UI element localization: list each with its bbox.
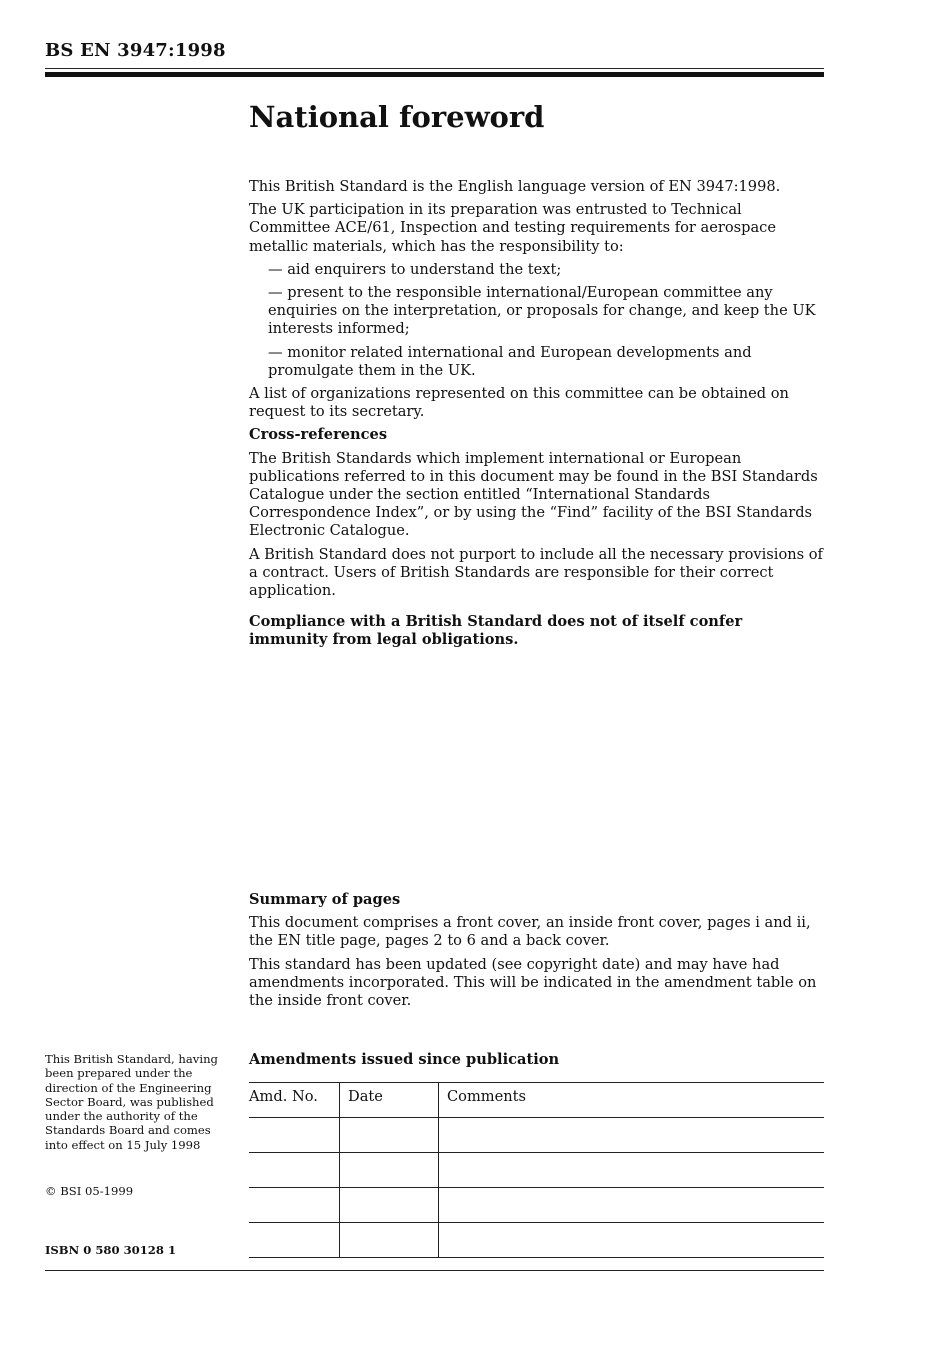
table-header-row: [249, 1083, 824, 1118]
copyright-notice: © BSI 05-1999: [45, 1184, 134, 1198]
isbn: ISBN 0 580 30128 1: [45, 1243, 177, 1257]
publication-note-text: This British Standard, having been prepared under the direction of the Engineering Sector Board, was published under the authority of the Standards Board and comes into effect on 15 July 1998: [45, 1052, 218, 1152]
table-cell: [249, 1118, 340, 1153]
table-cell: [439, 1223, 825, 1258]
list-item: — aid enquirers to understand the text;: [268, 260, 562, 278]
table-row: [249, 1223, 824, 1258]
table-cell: [249, 1153, 340, 1188]
footer-rule: [45, 1270, 824, 1271]
table-cell: [249, 1223, 340, 1258]
header-rule-thick: [45, 72, 824, 77]
summary-of-pages: [249, 891, 825, 1015]
paragraph-crossref: The British Standards which implement international or European publications referred to in this document may be found in the BSI Standards Catalogue under the section entitled “International Standards Correspondence Index”, or by using the “Find” facility of the BSI Standards Electronic Catalogue.: [249, 449, 818, 540]
list-item: — monitor related international and European developments and promulgate them in the UK.: [268, 343, 752, 379]
crossref-heading: Cross-references: [249, 426, 388, 444]
amendments-title: Amendments issued since publication: [249, 1051, 560, 1068]
column-header-date: Date: [340, 1083, 439, 1118]
list-item: — present to the responsible international/European committee any enquiries on the interpretation, or proposals for change, and keep the UK interests informed;: [268, 284, 816, 338]
summary-paragraph-contents: This document comprises a front cover, an inside front cover, pages i and ii, the EN title page, pages 2 to 6 and a back cover.: [249, 914, 811, 950]
compliance-statement: Compliance with a British Standard does not of itself confer immunity from legal obligations.: [249, 613, 743, 649]
summary-heading: Summary of pages: [249, 891, 401, 908]
table-cell: [340, 1223, 439, 1258]
table-row: [249, 1188, 824, 1223]
table-cell: [439, 1188, 825, 1223]
paragraph-provisions: A British Standard does not purport to include all the necessary provisions of a contract. Users of British Standards are responsible for their correct application.: [249, 545, 823, 600]
page-title: National foreword: [249, 100, 545, 134]
column-header-amd-no: Amd. No.: [249, 1083, 340, 1118]
document-id: BS EN 3947:1998: [45, 40, 226, 61]
table-cell: [340, 1153, 439, 1188]
table-cell: [439, 1153, 825, 1188]
table-cell: [439, 1118, 825, 1153]
summary-paragraph-updates: This standard has been updated (see copyright date) and may have had amendments incorporated. This will be indicated in the amendment table on the inside front cover.: [249, 955, 817, 1010]
publication-note: [45, 1052, 230, 1152]
table-cell: [249, 1188, 340, 1223]
table-cell: [340, 1188, 439, 1223]
table-row: [249, 1118, 824, 1153]
paragraph-organizations: A list of organizations represented on this committee can be obtained on request to its secretary.: [249, 385, 789, 421]
table-cell: [340, 1118, 439, 1153]
amendments-table: [249, 1082, 824, 1258]
table-row: [249, 1153, 824, 1188]
paragraph-language-version: This British Standard is the English language version of EN 3947:1998.: [249, 178, 781, 195]
foreword-body: [249, 178, 825, 655]
paragraph-committee: The UK participation in its preparation was entrusted to Technical Committee ACE/61, Inspection and testing requirements for aerospace metallic materials, which has the responsibility to:: [249, 201, 776, 255]
column-header-comments: Comments: [439, 1083, 825, 1118]
header-rule-thin: [45, 68, 824, 69]
